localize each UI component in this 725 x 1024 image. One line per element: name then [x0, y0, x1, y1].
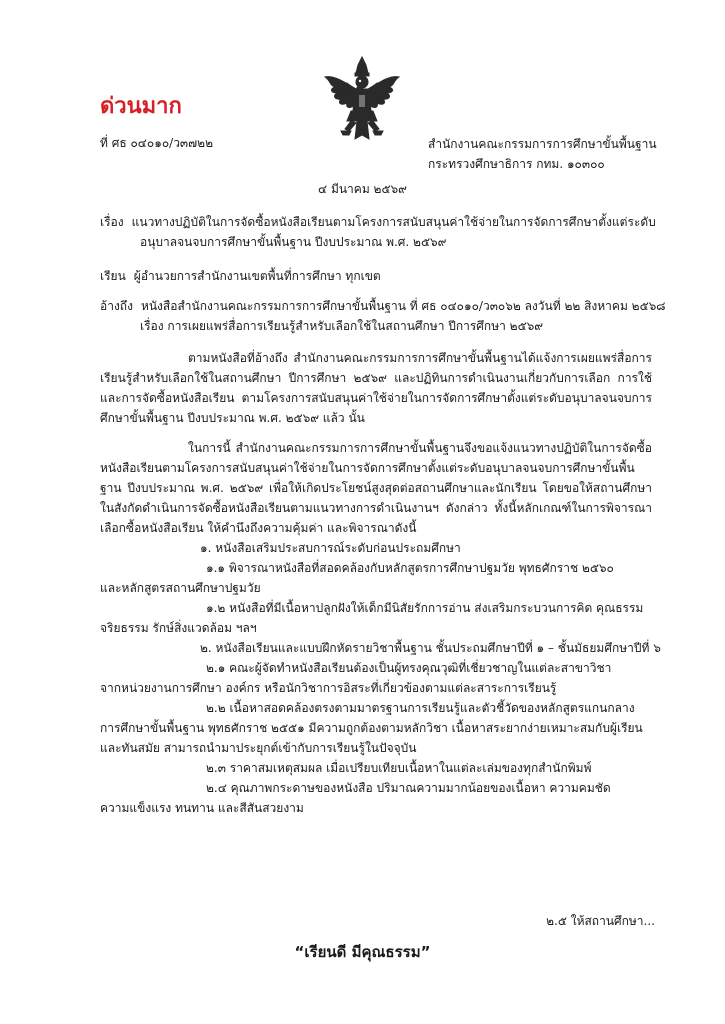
criteria-item-2-4: ๒.๔ คุณภาพกระดาษของหนังสือ ปริมาณความมากน้อยของเนื้อหา ความคมชัด — [206, 781, 611, 795]
paragraph-2: ในการนี้ สำนักงานคณะกรรมการการศึกษาขั้นพื้นฐานจึงขอแจ้งแนวทางปฏิบัติในการจัดซื้อหนังสือเรียนตามโครงการสนับสนุนค่าใช้จ่ายในการจัดการศึกษาตั้งแต่ระดับอนุบาลจนจบการศึกษาขั้นพื้นฐาน ปีงบประมาณ พ.ศ. ๒๕๖๙ เพื่อให้เกิดประโยชน์สูงสุดต่อสถานศึกษาและนักเรียน โดยขอให้สถานศึกษาในสังกัดดำเนินการจัดซื้อหนังสือเรียนตามแนวทางการดำเนินงานฯ ดังกล่าว ทั้งนี้หลักเกณฑ์ในการพิจารณาเลือกซื้อหนังสือเรียน ให้คำนึงถึงความคุ้มค่า และพิจารณาดังนี้ — [100, 441, 652, 535]
criteria-item-1: ๑. หนังสือเสริมประสบการณ์ระดับก่อนประถมศึกษา — [200, 541, 461, 555]
motto: “เรียนดี มีคุณธรรม” — [294, 943, 431, 961]
criteria-item-2-2-cont-2: และทันสมัย สามารถนำมาประยุกต์เข้ากับการเรียนรู้ในปัจจุบัน — [100, 741, 417, 755]
recipient-section — [100, 266, 652, 286]
subject-line-1: แนวทางปฏิบัติในการจัดซื้อหนังสือเรียนตามโครงการสนับสนุนค่าใช้จ่ายในการจัดการศึกษาตั้งแต่ระดับ — [131, 215, 656, 229]
garuda-emblem — [323, 55, 401, 143]
criteria-item-2-4-cont: ความแข็งแรง ทนทาน และสีสันสวยงาม — [100, 801, 304, 815]
continuation-marker: ๒.๕ ให้สถานศึกษา... — [546, 914, 655, 928]
criteria-item-2-2-cont: การศึกษาขั้นพื้นฐาน พุทธศักราช ๒๕๕๑ มีความถูกต้องตามหลักวิชา เนื้อหาสระยากง่ายเหมาะสมกับผู้เรียน — [100, 721, 643, 735]
paragraph-1: ตามหนังสือที่อ้างถึง สำนักงานคณะกรรมการการศึกษาขั้นพื้นฐานได้แจ้งการเผยแพร่สื่อการเรียนรู้สำหรับเลือกใช้ในสถานศึกษา ปีการศึกษา ๒๕๖๙ และปฏิทินการดำเนินงานเกี่ยวกับการเลือก การใช้ และการจัดซื้อหนังสือเรียน ตามโครงการสนับสนุนค่าใช้จ่ายในการจัดการศึกษาตั้งแต่ระดับอนุบาลจนจบการศึกษาขั้นพื้นฐาน ปีงบประมาณ พ.ศ. ๒๕๖๙ แล้ว นั้น — [100, 351, 652, 425]
reference-line-2: เรื่อง การเผยแพร่สื่อการเรียนรู้สำหรับเลือกใช้ในสถานศึกษา ปีการศึกษา ๒๕๖๙ — [140, 319, 544, 333]
criteria-item-1-1-cont: และหลักสูตรสถานศึกษาปฐมวัย — [100, 581, 261, 595]
reference-label: อ้างถึง — [100, 299, 133, 313]
subject-label: เรื่อง — [100, 215, 124, 229]
issuing-office — [428, 134, 657, 174]
reference-number: ที่ ศธ ๐๔๐๑๐/ว๓๗๒๒ — [100, 136, 213, 150]
criteria-item-1-1: ๑.๑ พิจารณาหนังสือที่สอดคล้องกับหลักสูตรการศึกษาปฐมวัย พุทธศักราช ๒๕๖๐ — [206, 561, 614, 575]
criteria-item-2-3: ๒.๓ ราคาสมเหตุสมผล เมื่อเปรียบเทียบเนื้อหาในแต่ละเล่มของทุกสำนักพิมพ์ — [206, 761, 592, 775]
letter-body — [100, 348, 661, 818]
criteria-item-2-1-cont: จากหน่วยงานการศึกษา องค์กร หรือนักวิชาการอิสระที่เกี่ยวข้องตามแต่ละสาระการเรียนรู้ — [100, 681, 557, 695]
office-address: กระทรวงศึกษาธิการ กทม. ๑๐๓๐๐ — [428, 157, 605, 171]
urgency-stamp: ด่วนมาก — [100, 94, 182, 119]
subject-line-2: อนุบาลจนจบการศึกษาขั้นพื้นฐาน ปีงบประมาณ พ.ศ. ๒๕๖๙ — [140, 235, 447, 249]
letter-date: ๔ มีนาคม ๒๕๖๙ — [318, 182, 407, 196]
reference-section — [100, 296, 666, 336]
criteria-item-1-2-cont: จริยธรรม รักษ์สิ่งแวดล้อม ฯลฯ — [100, 621, 257, 635]
reference-line-1: หนังสือสำนักงานคณะกรรมการการศึกษาขั้นพื้นฐาน ที่ ศธ ๐๔๐๑๐/ว๓๐๖๒ ลงวันที่ ๒๒ สิงหาคม ๒๕๖๘ — [140, 299, 666, 313]
criteria-item-1-2: ๑.๒ หนังสือที่มีเนื้อหาปลูกฝังให้เด็กมีนิสัยรักการอ่าน ส่งเสริมกระบวนการคิด คุณธรรม — [206, 601, 644, 615]
subject-section — [100, 212, 656, 252]
office-name: สำนักงานคณะกรรมการการศึกษาขั้นพื้นฐาน — [428, 137, 657, 151]
recipient-text: ผู้อำนวยการสำนักงานเขตพื้นที่การศึกษา ทุกเขต — [133, 269, 381, 283]
criteria-item-2-2: ๒.๒ เนื้อหาสอดคล้องตรงตามมาตรฐานการเรียนรู้และตัวชี้วัดของหลักสูตรแกนกลาง — [206, 701, 635, 715]
recipient-label: เรียน — [100, 269, 126, 283]
criteria-item-2: ๒. หนังสือเรียนและแบบฝึกหัดรายวิชาพื้นฐาน ชั้นประถมศึกษาปีที่ ๑ – ชั้นมัธยมศึกษาปีที่ ๖ — [200, 641, 661, 655]
criteria-item-2-1: ๒.๑ คณะผู้จัดทำหนังสือเรียนต้องเป็นผู้ทรงคุณวุฒิที่เชี่ยวชาญในแต่ละสาขาวิชา — [206, 661, 612, 675]
